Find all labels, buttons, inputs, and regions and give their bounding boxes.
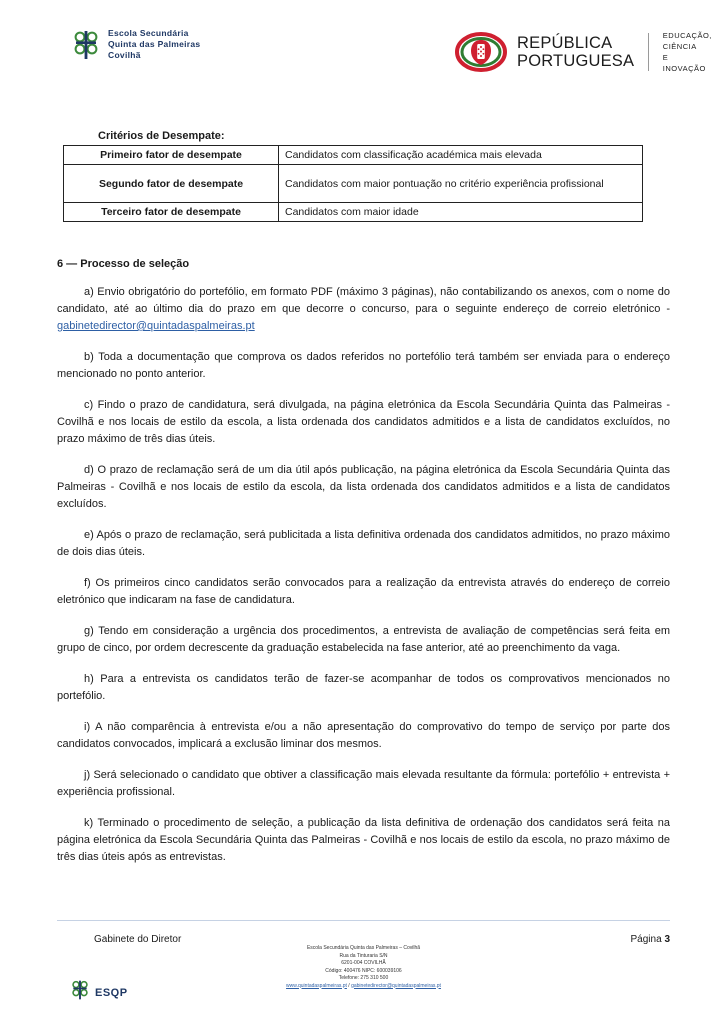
criteria-title: Critérios de Desempate:	[98, 130, 225, 142]
esqp-emblem-icon	[71, 29, 101, 61]
paragraph-text: Será selecionado o candidato que obtiver a classificação mais elevada resultante da fórmula: portefólio + entrevista + experiência profissional.	[57, 769, 670, 798]
criteria-table	[63, 145, 643, 222]
footer-line-1: Escola Secundária Quinta das Palmeiras – Covilhã	[306, 945, 421, 951]
paragraph-label: j)	[84, 769, 91, 781]
paragraph-label: e)	[84, 529, 94, 541]
paragraph-d	[57, 462, 670, 513]
paragraph-label: h)	[84, 673, 94, 685]
paragraph-text: Para a entrevista os candidatos terão de fazer-se acompanhar de todos os comprovativos mencionados no portefólio.	[57, 673, 670, 702]
paragraph-text: A não comparência à entrevista e/ou a não apresentação do comprovativo do tempo de serviço por parte dos candidatos convocados, implicará a exclusão liminar dos mesmos.	[57, 721, 671, 750]
paragraph-text: O prazo de reclamação será de um dia útil após publicação, na página eletrónica da Escola Secundária Quinta das Palmeiras - Covilhã e nos locais de estilo da escola, da lista ordenada dos candidatos admitidos e a lista de candidatos excluídos.	[57, 464, 671, 510]
email-link[interactable]: gabinetedirector@quintadaspalmeiras.pt	[57, 320, 255, 332]
paragraph-label: d)	[84, 464, 94, 476]
paragraph-j	[57, 767, 670, 801]
page-label: Página	[630, 934, 662, 945]
paragraph-label: g)	[84, 625, 94, 637]
footer-logo	[70, 979, 128, 1006]
paragraph-k	[57, 815, 670, 866]
criteria-value: Candidatos com classificação académica mais elevada	[279, 146, 643, 165]
school-name-line2: Quinta das Palmeiras	[108, 39, 201, 49]
criteria-value: Candidatos com maior idade	[279, 203, 643, 222]
footer-link-separator: /	[346, 982, 352, 989]
paragraph-text: Após o prazo de reclamação, será publicitada a lista definitiva ordenada dos candidatos admitidos, no prazo máximo de dois dias úteis.	[57, 529, 670, 558]
school-name-line1: Escola Secundária	[108, 28, 189, 38]
republica-portuguesa-logo	[455, 30, 712, 74]
school-logo	[71, 28, 200, 61]
criteria-value: Candidatos com maior pontuação no critério experiência profissional	[279, 165, 643, 203]
paragraph-text: Os primeiros cinco candidatos serão convocados para a realização da entrevista através do endereço de correio eletrónico que indicaram na fase de candidatura.	[57, 577, 670, 606]
school-name-line3: Covilhã	[108, 50, 141, 60]
page-number-value: 3	[664, 934, 670, 945]
footer-logo-text: ESQP	[95, 986, 128, 999]
footer-email-link[interactable]: gabinetedirector@quintadaspalmeiras.pt	[351, 982, 441, 989]
paragraph-text: Findo o prazo de candidatura, será divulgada, na página eletrónica da Escola Secundária Quinta das Palmeiras - Covilhã e nos locais de estilo da escola, a lista ordenada dos candidatos admitidos e a lista de candidatos excluídos, no prazo máximo de três dias úteis.	[57, 399, 670, 445]
page-number	[631, 934, 670, 945]
footer-office-label: Gabinete do Diretor	[94, 934, 182, 945]
paragraph-b	[57, 349, 670, 383]
criteria-key: Terceiro fator de desempate	[64, 203, 279, 222]
paragraph-g	[57, 623, 670, 657]
paragraph-label: c)	[84, 399, 94, 411]
footer-line-4: Código: 400476 NIPC: 600039106	[325, 967, 402, 974]
paragraph-label: b)	[84, 351, 94, 363]
criteria-key: Primeiro fator de desempate	[64, 146, 279, 165]
paragraph-text: Terminado o procedimento de seleção, a publicação da lista definitiva de ordenação dos candidatos será feita na página eletrónica da Escola Secundária Quinta das Palmeiras - Covilhã e nos locais de estilo da escola, no prazo máximo de três dias úteis após as entrevistas.	[57, 817, 671, 863]
school-name	[108, 28, 200, 61]
esqp-emblem-icon	[70, 979, 90, 1006]
criteria-key: Segundo fator de desempate	[64, 165, 279, 203]
table-row	[64, 203, 643, 222]
footer-line-5: Telefone: 275 310 500	[338, 975, 389, 981]
page-header	[57, 0, 712, 102]
paragraph-c	[57, 397, 670, 448]
republica-line1: REPÚBLICA	[517, 34, 613, 52]
paragraph-i	[57, 719, 670, 753]
table-row	[64, 165, 643, 203]
paragraph-label: a)	[84, 286, 94, 298]
republica-line2: PORTUGUESA	[517, 52, 635, 70]
page-footer	[57, 934, 670, 945]
paragraph-text: Envio obrigatório do portefólio, em formato PDF (máximo 3 páginas), não contabilizando os anexos, com o nome do candidato, até ao último dia do prazo em que decorre o concurso, para o seguinte endereço de correio eletrónico -	[57, 286, 670, 315]
paragraph-label: f)	[84, 577, 91, 589]
website-link[interactable]: www.quintadaspalmeiras.pt	[286, 982, 347, 989]
paragraph-text: Toda a documentação que comprova os dados referidos no portefólio terá também ser enviada para o endereço mencionado no ponto anterior.	[57, 351, 670, 380]
paragraph-text: Tendo em consideração a urgência dos procedimentos, a entrevista de avaliação de competências será feita em grupo de cinco, por ordem decrescente da graduação estabelecida na fase anterior, até ao preenchimento da vaga.	[57, 625, 670, 654]
portugal-coat-of-arms-icon	[455, 32, 507, 72]
footer-line-3: 6201-004 COVILHÃ	[341, 960, 386, 966]
header-divider	[648, 33, 649, 71]
paragraph-f	[57, 575, 670, 609]
ministry-line2: E INOVAÇÃO	[662, 53, 706, 73]
paragraph-label: k)	[84, 817, 94, 829]
paragraph-a	[57, 284, 670, 335]
section-heading: 6 — Processo de seleção	[57, 258, 190, 270]
paragraph-label: i)	[84, 721, 91, 733]
ministry-name	[663, 30, 713, 74]
republica-portuguesa-name	[517, 34, 634, 70]
footer-line-2: Rua da Tinturaria S/N	[339, 952, 388, 959]
paragraph-h	[57, 671, 670, 705]
ministry-line1: EDUCAÇÃO, CIÊNCIA	[662, 31, 712, 51]
table-row	[64, 146, 643, 165]
paragraph-e	[57, 527, 670, 561]
footer-divider	[57, 920, 670, 921]
